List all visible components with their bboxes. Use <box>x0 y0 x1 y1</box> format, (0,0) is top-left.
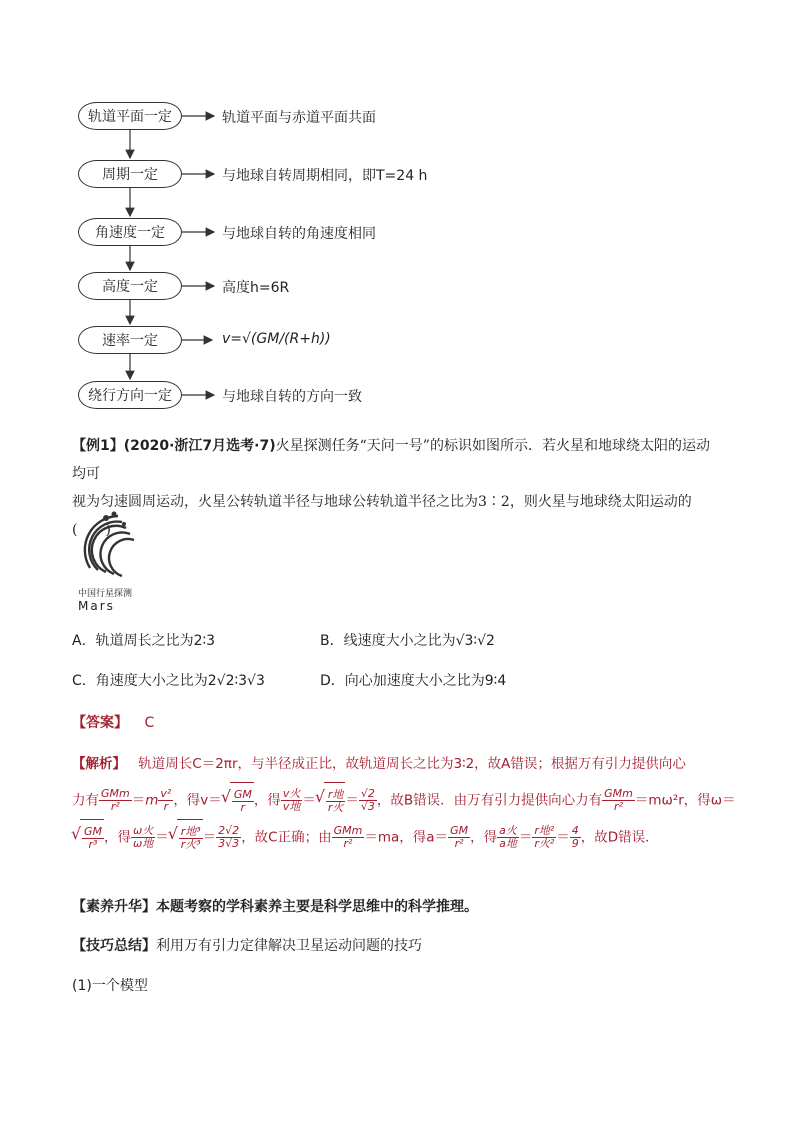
literacy-text: 本题考察的学科素养主要是科学思维中的科学推理。 <box>156 899 478 915</box>
eq-4-9: $\frac{4}{9}$ <box>571 824 579 850</box>
flow-connectors <box>0 0 794 420</box>
eq-v2-r: $\frac{\text{v²}}{r}$ <box>160 787 172 813</box>
analysis-line-2b: ，得v＝ <box>173 792 222 809</box>
analysis-line-2e: ＝mω²r，得ω＝ <box>634 792 736 809</box>
eq-sqrt-gm-r: √ $\frac{GM}{r}$ <box>230 782 254 819</box>
example-question <box>72 432 722 544</box>
eq-root2-root3: $\frac{√2}{√3}$ <box>360 787 375 813</box>
example-source: (2020·浙江7月选考·7) <box>123 438 276 454</box>
logo-text-cn: 中国行星探测 <box>78 589 133 599</box>
mars-logo-icon <box>78 508 158 580</box>
flow-node-angular-velocity: 角速度一定 <box>78 218 182 246</box>
answer-label: 【答案】 <box>72 715 128 731</box>
eq-gmm-r2: $\frac{\text{GMm}}{\text{r²}}$ <box>101 787 130 813</box>
analysis-line-3b: ，故C正确；由 <box>241 829 332 846</box>
flow-node-speed: 速率一定 <box>78 326 182 354</box>
literacy-label: 【素养升华】 <box>72 899 156 915</box>
flow-node-height: 高度一定 <box>78 272 182 300</box>
eq-sqrt-gm-r3: √ $\frac{GM}{\text{r³}}$ <box>80 819 104 856</box>
analysis-line-2c: ，得 <box>253 792 281 809</box>
logo-text-en: Mars <box>78 599 115 613</box>
eq-2root2-3root3: $\frac{2√2}{3√3}$ <box>218 824 240 850</box>
option-d: D．向心加速度大小之比为9∶4 <box>320 673 507 689</box>
eq-v-ratio: $\frac{\text{v火}}{\text{v地}}$ <box>282 787 301 813</box>
flow-result-angular-velocity: 与地球自转的角速度相同 <box>222 226 376 242</box>
option-a: A．轨道周长之比为2∶3 <box>72 633 216 649</box>
analysis-line-3e: ，故D错误． <box>580 829 659 846</box>
analysis-label: 【解析】 <box>72 756 126 772</box>
skills-label: 【技巧总结】 <box>72 938 156 954</box>
analysis-line-3c: ＝ma，得a＝ <box>364 829 449 846</box>
flow-result-orbit-plane: 轨道平面与赤道平面共面 <box>222 110 376 126</box>
flow-result-speed: v=√(GM/(R+h)) <box>222 331 331 347</box>
mars-mission-logo <box>78 508 168 613</box>
answer-value: C <box>144 715 155 731</box>
question-line-2: 视为匀速圆周运动，火星公转轨道半径与地球公转轨道半径之比为3∶2，则火星与地球绕太阳运动的( ) <box>72 494 692 538</box>
analysis-line-3d: ，得 <box>470 829 498 846</box>
option-c: C．角速度大小之比为2√2∶3√3 <box>72 673 265 689</box>
eq-a-ratio: $\frac{\text{a火}}{\text{a地}}$ <box>499 824 517 850</box>
analysis-line-3a: ，得 <box>104 829 132 846</box>
eq-sqrt-r-ratio: √ $\frac{\text{r地}}{\text{r火}}$ <box>324 782 346 819</box>
answer-line <box>72 712 154 732</box>
literacy-line <box>72 896 478 916</box>
eq-gmm-r2-c: $\frac{\text{GMm}}{\text{r²}}$ <box>333 824 363 850</box>
flow-result-height: 高度h=6R <box>222 280 290 296</box>
option-b: B．线速度大小之比为√3∶√2 <box>320 633 495 649</box>
flow-node-orbit-plane: 轨道平面一定 <box>78 102 182 130</box>
analysis-line-2d: ，故B错误．由万有引力提供向心力有 <box>376 792 603 809</box>
model-line: (1)一个模型 <box>72 978 148 994</box>
eq-gmm-r2-b: $\frac{\text{GMm}}{\text{r²}}$ <box>604 787 633 813</box>
flow-result-direction: 与地球自转的方向一致 <box>222 389 362 405</box>
eq-omega-ratio: $\frac{\text{ω火}}{\text{ω地}}$ <box>133 824 154 850</box>
eq-gm-r2: $\frac{GM}{\text{r²}}$ <box>450 824 469 850</box>
flow-result-period: 与地球自转周期相同，即T=24 h <box>222 168 428 184</box>
flow-node-direction: 绕行方向一定 <box>78 381 182 409</box>
question-line-1: 火星探测任务“天问一号”的标识如图所示．若火星和地球绕太阳的运动均可 <box>72 438 710 482</box>
flow-node-period: 周期一定 <box>78 160 182 188</box>
analysis-line-2a: 力有 <box>72 792 99 809</box>
analysis-line-1: 轨道周长C＝2πr，与半径成正比，故轨道周长之比为3∶2，故A错误；根据万有引力提供向心 <box>138 756 686 772</box>
skills-text: 利用万有引力定律解决卫星运动问题的技巧 <box>156 938 422 954</box>
eq-sqrt-r3-ratio: √ $\frac{\text{r地³}}{\text{r火³}}$ <box>177 819 203 856</box>
skills-line <box>72 935 422 955</box>
eq-r2-ratio: $\frac{\text{r地²}}{\text{r火²}}$ <box>534 824 555 850</box>
analysis-block: 【解析】 轨道周长C＝2πr，与半径成正比，故轨道周长之比为3∶2，故A错误；根据万有引力提供向心 力有 $\frac{\text{GMm}}{\text{r²}}$ ＝m $\frac{\text{v²}}{r}$ ，得v＝ √ $\frac{GM}{r}$ ，得 $\frac{\text{v火}}{\text{v地}}$ ＝ √ $\frac{\text{r地}}{\text{r火}}$ ＝ $\frac{√2}{√3}$ ，故B错误．由万有引力提供向心力有 $\frac{\text{GMm}}{\text{r²}}$ ＝mω²r，得ω＝ √ $\frac{GM}{\text{r³}}$ ，得 $\frac{\text{ω火}}{\text{ω地}}$ ＝ √ $\frac{\text{r地³}}{\text{r火³}}$ ＝ $\frac{2√2}{3√3}$ ，故C正确；由 $\frac{\text{GMm}}{\text{r²}}$ ＝ma，得a＝ $\frac{GM}{\text{r²}}$ ，得 $\frac{\text{a火}}{\text{a地}}$ ＝ $\frac{\text{r地²}}{\text{r火²}}$ ＝ $\frac{4}{9}$ ，故D错误． <box>72 746 732 856</box>
example-tag: 【例1】 <box>72 438 124 454</box>
